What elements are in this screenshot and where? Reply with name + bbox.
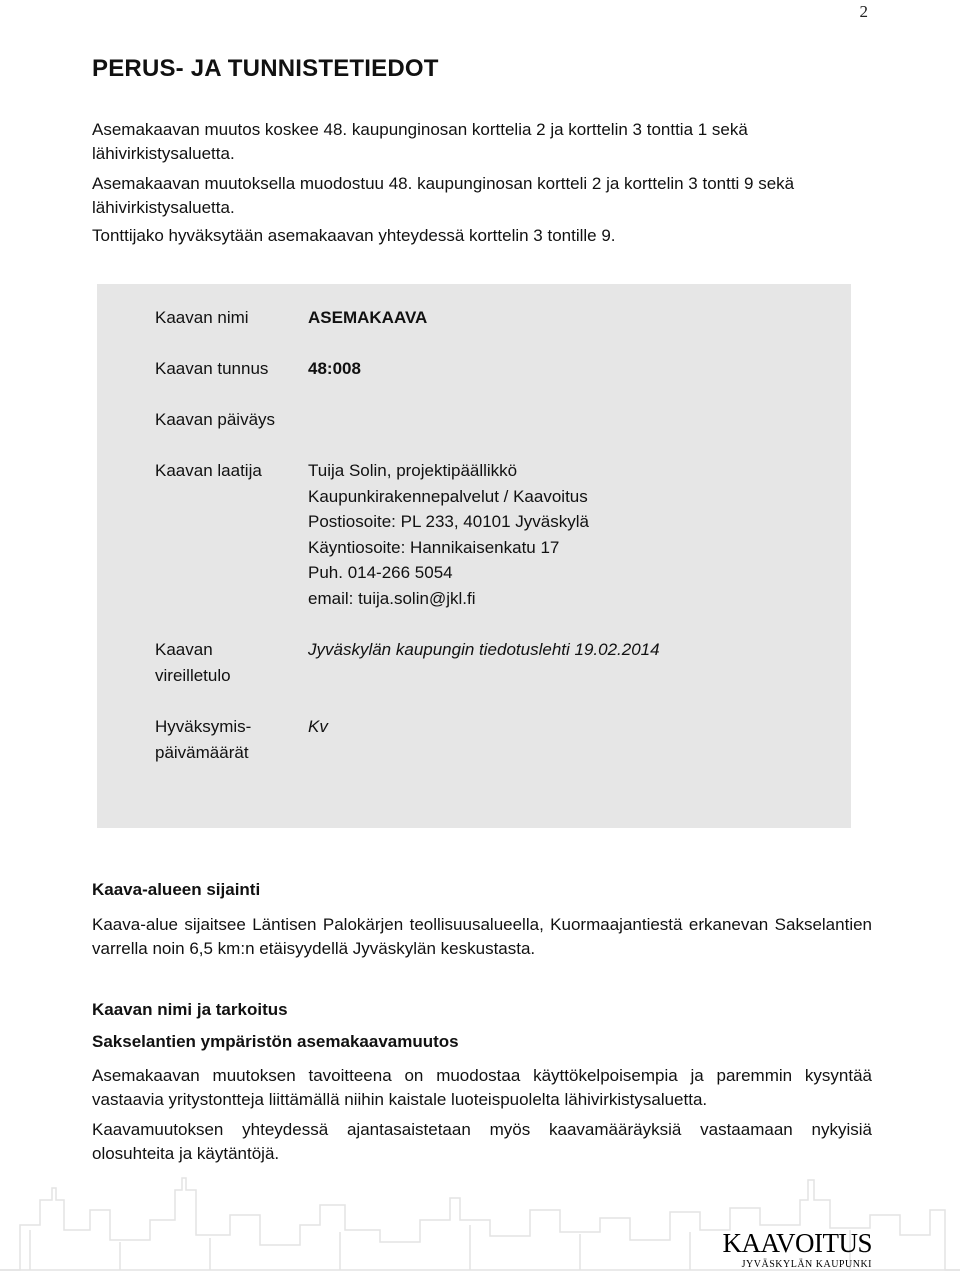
purpose-paragraph-1: Asemakaavan muutoksen tavoitteena on muodostaa käyttökelpoisempia ja paremmin kysyntää vastaavia yritystontteja liittämällä niihin kaistale luoteispuolelta lähivirkistysaluetta. (92, 1066, 872, 1109)
plan-author-label: Kaavan laatija (155, 461, 262, 480)
location-paragraph: Kaava-alue sijaitsee Läntisen Palokärjen teollisuusalueella, Kuormaajantiestä erkanevan Sakselantien varrella noin 6,5 km:n etäisyydellä Jyväskylän keskustasta. (92, 915, 872, 958)
plan-initiation-label: Kaavan (155, 640, 213, 659)
plan-initiation-value: Jyväskylän kaupungin tiedotuslehti 19.02.2014 (308, 640, 660, 659)
page-title: PERUS- JA TUNNISTETIEDOT (92, 55, 439, 82)
purpose-paragraph-2: Kaavamuutoksen yhteydessä ajantasaistetaan myös kaavamääräyksiä vastaamaan nykyisiä olosuhteita ja käytäntöjä. (92, 1120, 872, 1163)
plan-author-line: Puh. 014-266 5054 (308, 563, 453, 582)
plan-author-line: Tuija Solin, projektipäällikkö (308, 461, 518, 480)
purpose-heading: Kaavan nimi ja tarkoitus (92, 1000, 288, 1019)
plan-date-label: Kaavan päiväys (155, 410, 276, 429)
logo-subtitle: JYVÄSKYLÄN KAUPUNKI (741, 1259, 872, 1270)
page-number: 2 (859, 2, 868, 21)
plan-id-value: 48:008 (308, 359, 361, 378)
plan-author-line: Käyntiosoite: Hannikaisenkatu 17 (308, 538, 560, 557)
approval-dates-label: Hyväksymis- (155, 717, 252, 736)
intro-paragraph-3: Tonttijako hyväksytään asemakaavan yhteydessä korttelin 3 tontille 9. (92, 226, 616, 245)
plan-info-box (97, 284, 851, 828)
kaavoitus-logo: KAAVOITUS (722, 1228, 872, 1258)
plan-id-label: Kaavan tunnus (155, 359, 269, 378)
location-heading: Kaava-alueen sijainti (92, 880, 261, 899)
plan-initiation-label: vireilletulo (155, 666, 231, 685)
plan-author-line: Postiosoite: PL 233, 40101 Jyväskylä (308, 512, 589, 531)
intro-paragraph-2: Asemakaavan muutoksella muodostuu 48. kaupunginosan kortteli 2 ja korttelin 3 tontti 9 sekä lähivirkistysaluetta. (92, 174, 795, 217)
approval-dates-value: Kv (308, 717, 328, 736)
plan-author-line: Kaupunkirakennepalvelut / Kaavoitus (308, 487, 588, 506)
plan-name-label: Kaavan nimi (155, 308, 249, 327)
approval-dates-label: päivämäärät (155, 743, 249, 762)
plan-name-value: ASEMAKAAVA (308, 308, 428, 327)
intro-paragraph-1: Asemakaavan muutos koskee 48. kaupunginosan korttelia 2 ja korttelin 3 tonttia 1 sekä lähivirkistysaluetta. (92, 120, 748, 163)
purpose-subheading: Sakselantien ympäristön asemakaavamuutos (92, 1032, 459, 1051)
plan-author-email: email: tuija.solin@jkl.fi (308, 589, 476, 608)
